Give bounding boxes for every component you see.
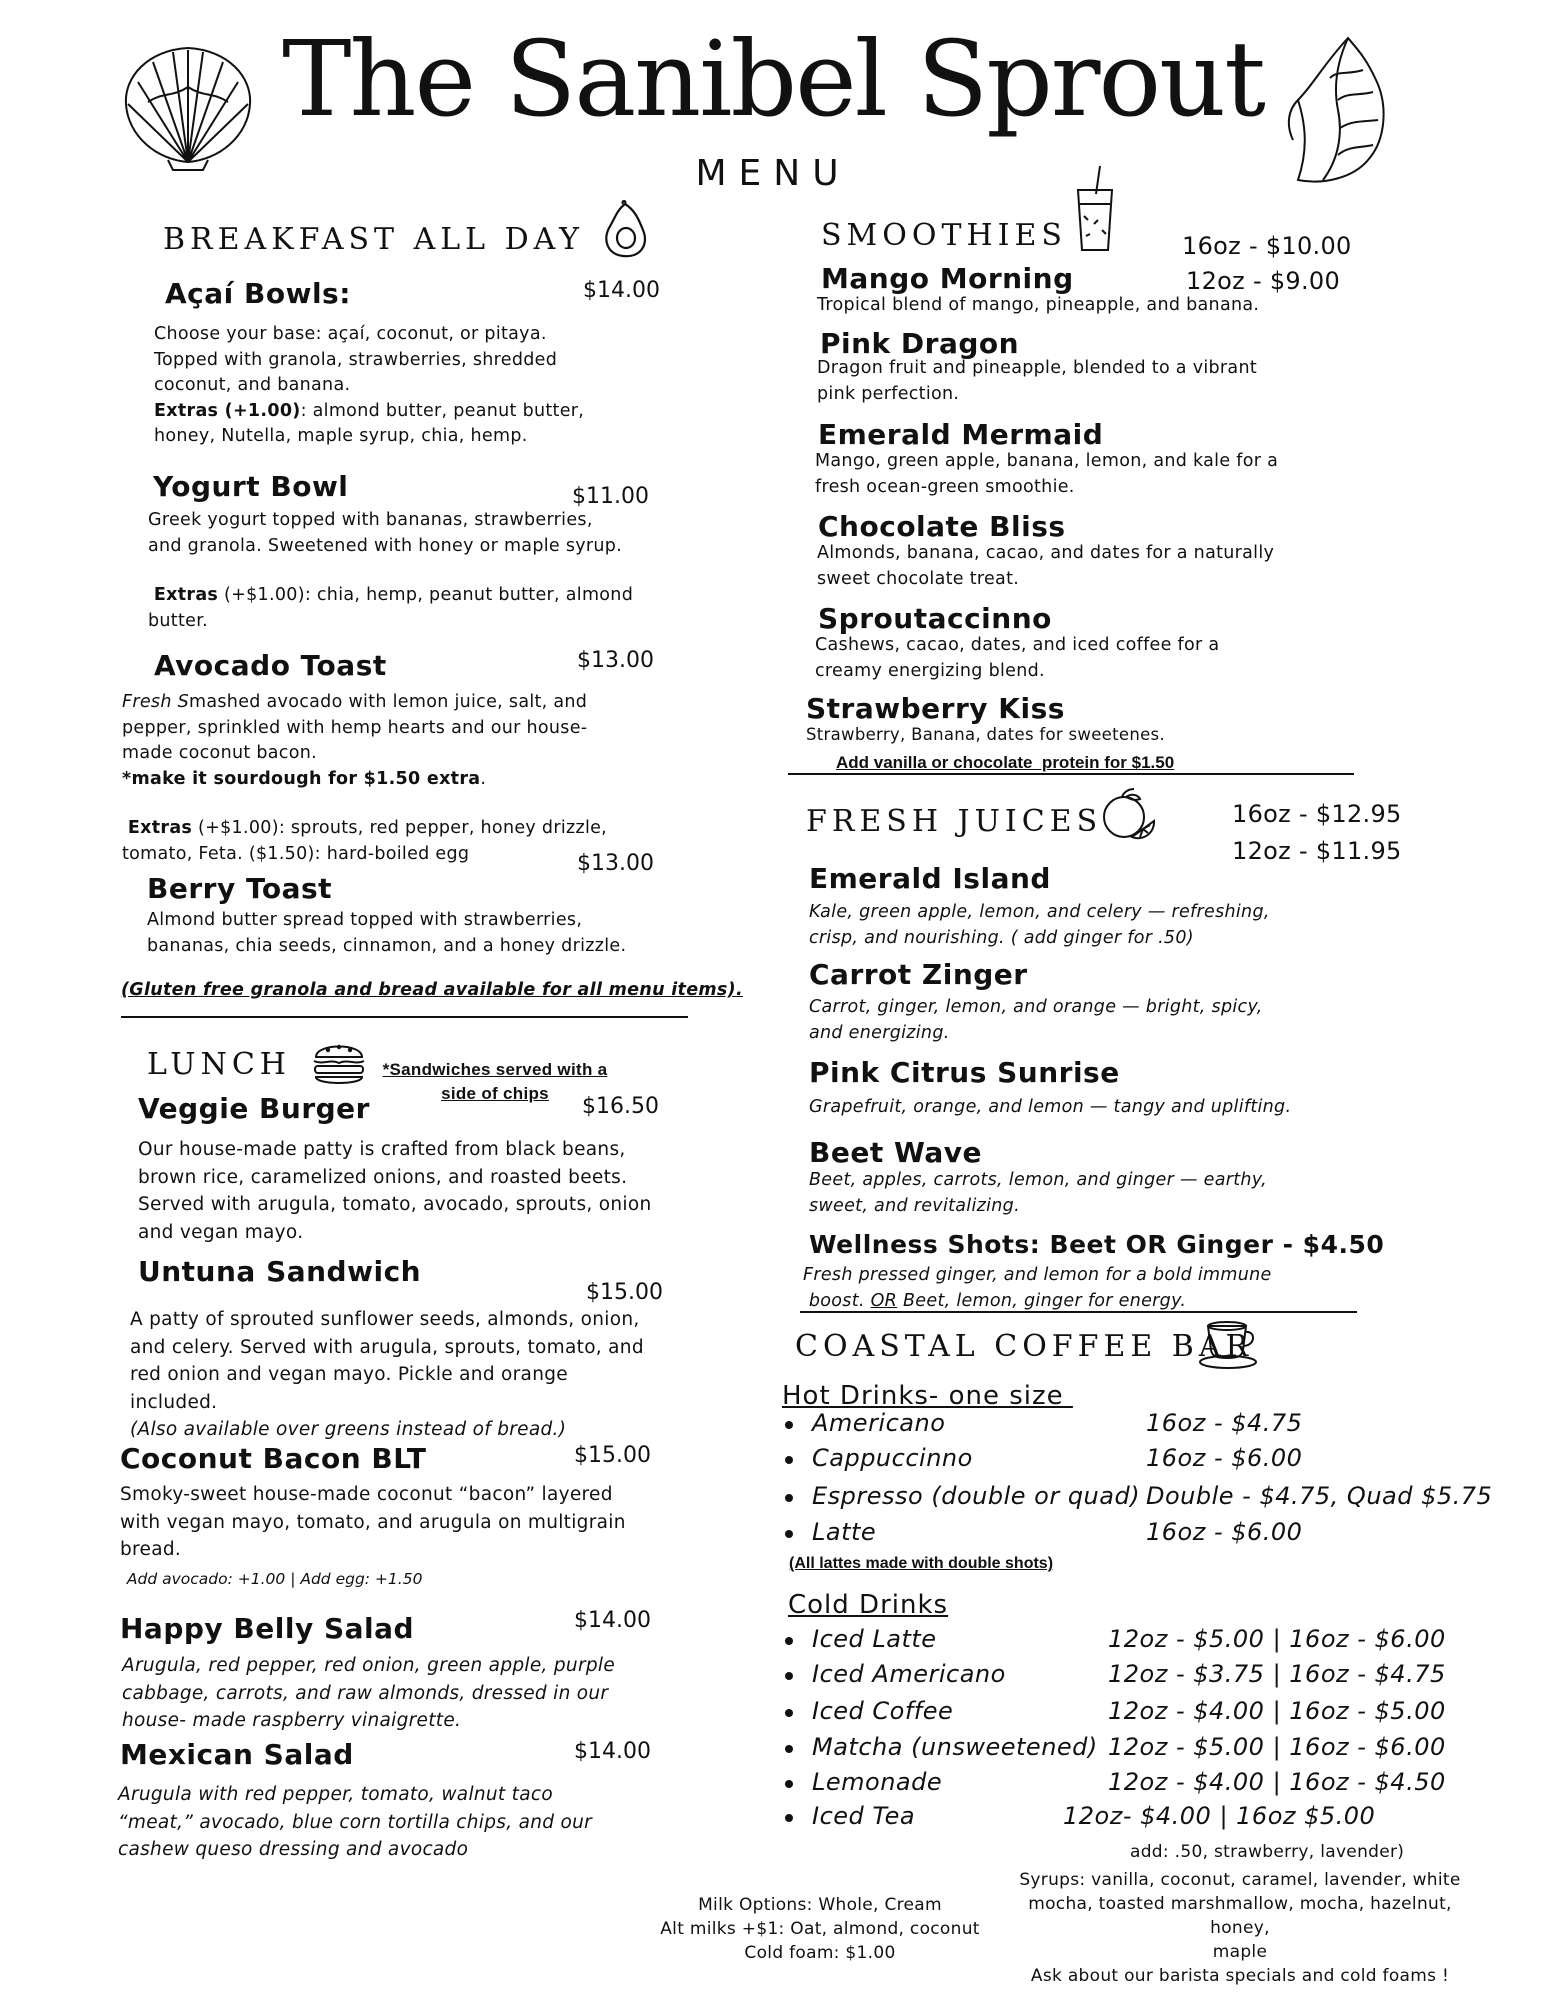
item-name-sproutaccinno: Sproutaccinno bbox=[818, 602, 1052, 635]
item-desc-emerald-mermaid: Mango, green apple, banana, lemon, and kale for a fresh ocean-green smoothie. bbox=[815, 451, 1279, 497]
item-name-mango-morning: Mango Morning bbox=[821, 262, 1074, 295]
item-desc-emerald-island: Kale, green apple, lemon, and celery — refreshing, crisp, and nourishing. ( add ginger for .50) bbox=[809, 902, 1270, 948]
item-name-happy-belly-salad: Happy Belly Salad bbox=[120, 1612, 415, 1645]
item-addons-coconut-bacon-blt: Add avocado: +1.00 | Add egg: +1.50 bbox=[122, 1570, 423, 1588]
item-name-coconut-bacon-blt: Coconut Bacon BLT bbox=[120, 1442, 427, 1475]
scallop-shell-icon bbox=[118, 42, 258, 172]
item-desc-pink-citrus-sunrise: Grapefruit, orange, and lemon — tangy and uplifting. bbox=[809, 1097, 1292, 1117]
drink-price-cappuccino: 16oz - $6.00 bbox=[1146, 1444, 1303, 1472]
breakfast-divider bbox=[121, 1016, 688, 1018]
gluten-free-note: (Gluten free granola and bread available for all menu items). bbox=[121, 980, 743, 1000]
drink-price-iced-tea: 12oz- $4.00 | 16oz $5.00 bbox=[1063, 1802, 1376, 1830]
item-desc-happy-belly-salad: Arugula, red pepper, red onion, green apple, purple cabbage, carrots, and raw almonds, dressed in our house- made raspberry vinaigrette. bbox=[122, 1655, 616, 1731]
drink-name-iced-coffee: Iced Coffee bbox=[812, 1697, 954, 1725]
item-price-yogurt-bowl: $11.00 bbox=[572, 484, 649, 509]
bullet bbox=[785, 1745, 793, 1753]
smoothie-glass-icon bbox=[1072, 164, 1118, 254]
item-name-pink-citrus-sunrise: Pink Citrus Sunrise bbox=[809, 1056, 1120, 1089]
coffee-heading: COASTAL COFFEE BAR bbox=[795, 1329, 1254, 1364]
bullet bbox=[785, 1709, 793, 1717]
smoothies-price-12oz: 12oz - $9.00 bbox=[1186, 267, 1341, 295]
item-name-chocolate-bliss: Chocolate Bliss bbox=[818, 510, 1066, 543]
item-name-wellness-shots: Wellness Shots: Beet OR Ginger - $4.50 bbox=[809, 1230, 1385, 1259]
item-name-acai-bowls: Açaí Bowls: bbox=[165, 277, 351, 310]
drink-name-cappuccino: Cappuccinno bbox=[812, 1444, 973, 1472]
item-name-yogurt-bowl: Yogurt Bowl bbox=[153, 470, 349, 503]
item-desc-beet-wave: Beet, apples, carrots, lemon, and ginger — earthy, sweet, and revitalizing. bbox=[809, 1170, 1267, 1216]
drink-price-espresso: Double - $4.75, Quad $5.75 bbox=[1146, 1482, 1493, 1510]
smoothies-price-16oz: 16oz - $10.00 bbox=[1182, 232, 1352, 260]
item-desc-coconut-bacon-blt: Smoky-sweet house-made coconut “bacon” layered with vegan mayo, tomato, and arugula on multigrain bread. bbox=[120, 1484, 626, 1560]
lunch-heading: LUNCH bbox=[147, 1047, 291, 1082]
bullet bbox=[785, 1456, 793, 1464]
conch-shell-icon bbox=[1268, 30, 1398, 190]
restaurant-title: The Sanibel Sprout bbox=[282, 18, 1264, 140]
juices-heading: FRESH JUICES bbox=[806, 804, 1103, 839]
drink-price-latte: 16oz - $6.00 bbox=[1146, 1518, 1303, 1546]
item-name-mexican-salad: Mexican Salad bbox=[120, 1738, 354, 1771]
drink-price-americano: 16oz - $4.75 bbox=[1146, 1409, 1303, 1437]
drink-price-iced-coffee: 12oz - $4.00 | 16oz - $5.00 bbox=[1108, 1697, 1446, 1725]
juices-price-12oz: 12oz - $11.95 bbox=[1232, 837, 1402, 865]
bullet bbox=[785, 1672, 793, 1680]
item-price-acai-bowls: $14.00 bbox=[583, 278, 660, 303]
item-desc-chocolate-bliss: Almonds, banana, cacao, and dates for a naturally sweet chocolate treat. bbox=[817, 543, 1275, 589]
bullet bbox=[785, 1637, 793, 1645]
milk-options-note: Milk Options: Whole, Cream Alt milks +$1: Oat, almond, coconut Cold foam: $1.00 bbox=[660, 1895, 980, 1963]
drink-price-matcha: 12oz - $5.00 | 16oz - $6.00 bbox=[1108, 1733, 1446, 1761]
item-desc-carrot-zinger: Carrot, ginger, lemon, and orange — bright, spicy, and energizing. bbox=[809, 997, 1263, 1043]
item-desc-sproutaccinno: Cashews, cacao, dates, and iced coffee for a creamy energizing blend. bbox=[815, 635, 1220, 681]
item-desc-mexican-salad: Arugula with red pepper, tomato, walnut taco “meat,” avocado, blue corn tortilla chips, and our cashew queso dressing and avocado bbox=[118, 1784, 593, 1860]
item-desc-avocado-toast: Fresh Smashed avocado with lemon juice, salt, and pepper, sprinkled with hemp hearts and our house- made coconut bacon. *make it sourdough for $1.50 extra. bbox=[122, 692, 588, 789]
item-name-berry-toast: Berry Toast bbox=[147, 872, 333, 905]
lunch-sandwich-note: *Sandwiches served with a side of chips bbox=[382, 1060, 608, 1103]
menu-subtitle: MENU bbox=[695, 153, 851, 194]
smoothies-heading: SMOOTHIES bbox=[821, 218, 1067, 253]
drink-name-iced-latte: Iced Latte bbox=[812, 1625, 937, 1653]
drink-price-iced-americano: 12oz - $3.75 | 16oz - $4.75 bbox=[1108, 1660, 1446, 1688]
drink-price-lemonade: 12oz - $4.00 | 16oz - $4.50 bbox=[1108, 1768, 1446, 1796]
item-desc-mango-morning: Tropical blend of mango, pineapple, and banana. bbox=[817, 295, 1260, 315]
item-name-emerald-mermaid: Emerald Mermaid bbox=[818, 418, 1104, 451]
drink-name-matcha: Matcha (unsweetened) bbox=[812, 1733, 1098, 1761]
item-name-avocado-toast: Avocado Toast bbox=[154, 649, 387, 682]
item-price-happy-belly-salad: $14.00 bbox=[574, 1608, 651, 1633]
juices-price-16oz: 16oz - $12.95 bbox=[1232, 800, 1402, 828]
cold-drinks-heading: Cold Drinks bbox=[788, 1590, 949, 1620]
item-desc-berry-toast: Almond butter spread topped with strawberries, bananas, chia seeds, cinnamon, and a honey drizzle. bbox=[147, 910, 627, 956]
juices-divider bbox=[800, 1311, 1357, 1313]
bullet bbox=[785, 1814, 793, 1822]
bullet bbox=[785, 1530, 793, 1538]
drink-name-americano: Americano bbox=[812, 1409, 946, 1437]
drink-name-latte: Latte bbox=[812, 1518, 877, 1546]
item-price-berry-toast: $13.00 bbox=[577, 851, 654, 876]
item-name-beet-wave: Beet Wave bbox=[809, 1136, 982, 1169]
drink-name-iced-tea: Iced Tea bbox=[812, 1802, 916, 1830]
coffee-cup-icon bbox=[1198, 1318, 1268, 1370]
item-desc-pink-dragon: Dragon fruit and pineapple, blended to a vibrant pink perfection. bbox=[817, 358, 1257, 404]
item-name-veggie-burger: Veggie Burger bbox=[138, 1092, 370, 1125]
item-desc-yogurt-bowl: Greek yogurt topped with bananas, strawberries, and granola. Sweetened with honey or maple syrup. bbox=[148, 510, 623, 556]
protein-addon-note: Add vanilla or chocolate protein for $1.50 bbox=[836, 753, 1175, 772]
item-name-untuna-sandwich: Untuna Sandwich bbox=[138, 1255, 422, 1288]
item-desc-veggie-burger: Our house-made patty is crafted from black beans, brown rice, caramelized onions, and roasted beets. Served with arugula, tomato, avocado, sprouts, onion and vegan mayo. bbox=[138, 1139, 652, 1243]
item-price-avocado-toast: $13.00 bbox=[577, 648, 654, 673]
item-price-untuna-sandwich: $15.00 bbox=[586, 1280, 663, 1305]
item-name-strawberry-kiss: Strawberry Kiss bbox=[806, 692, 1065, 725]
syrups-note: Syrups: vanilla, coconut, caramel, lavender, white mocha, toasted marshmallow, mocha, hazelnut, honey, maple Ask about our barista specials and cold foams ! bbox=[1019, 1870, 1461, 1986]
item-desc-wellness-shots: Fresh pressed ginger, and lemon for a bold immune boost. OR Beet, lemon, ginger for energy. bbox=[803, 1265, 1272, 1311]
avocado-icon bbox=[595, 200, 655, 260]
latte-double-shots-note: (All lattes made with double shots) bbox=[789, 1555, 1054, 1572]
item-extras-yogurt-bowl: Extras (+$1.00): chia, hemp, peanut butter, almond butter. bbox=[148, 585, 634, 631]
item-desc-acai-bowls: Choose your base: açaí, coconut, or pitaya. Topped with granola, strawberries, shredded coconut, and banana. Extras (+1.00): almond butter, peanut butter, honey, Nutella, maple syrup, chia, hemp. bbox=[154, 324, 585, 446]
item-name-emerald-island: Emerald Island bbox=[809, 862, 1051, 895]
orange-icon bbox=[1098, 785, 1158, 843]
item-desc-untuna-sandwich: A patty of sprouted sunflower seeds, almonds, onion, and celery. Served with arugula, sprouts, tomato, and red onion and vegan mayo. Pickle and orange included. (Also available over greens instead of bread.) bbox=[130, 1309, 644, 1440]
bullet bbox=[785, 1780, 793, 1788]
smoothies-divider bbox=[788, 773, 1354, 775]
item-name-pink-dragon: Pink Dragon bbox=[820, 327, 1020, 360]
drink-name-lemonade: Lemonade bbox=[812, 1768, 943, 1796]
item-name-carrot-zinger: Carrot Zinger bbox=[809, 958, 1028, 991]
item-price-veggie-burger: $16.50 bbox=[582, 1094, 659, 1119]
burger-icon bbox=[310, 1037, 368, 1087]
iced-tea-addons-note: add: .50, strawberry, lavender) bbox=[1130, 1842, 1405, 1862]
item-desc-strawberry-kiss: Strawberry, Banana, dates for sweetenes. bbox=[806, 725, 1165, 744]
breakfast-heading: BREAKFAST ALL DAY bbox=[163, 222, 584, 257]
item-price-coconut-bacon-blt: $15.00 bbox=[574, 1443, 651, 1468]
bullet bbox=[785, 1421, 793, 1429]
item-price-mexican-salad: $14.00 bbox=[574, 1739, 651, 1764]
drink-price-iced-latte: 12oz - $5.00 | 16oz - $6.00 bbox=[1108, 1625, 1446, 1653]
bullet bbox=[785, 1494, 793, 1502]
hot-drinks-heading: Hot Drinks- one size bbox=[782, 1381, 1073, 1411]
drink-name-iced-americano: Iced Americano bbox=[812, 1660, 1006, 1688]
item-extras-avocado-toast: Extras (+$1.00): sprouts, red pepper, honey drizzle, tomato, Feta. ($1.50): hard-boiled egg bbox=[122, 818, 608, 864]
drink-name-espresso: Espresso (double or quad) bbox=[812, 1482, 1141, 1510]
